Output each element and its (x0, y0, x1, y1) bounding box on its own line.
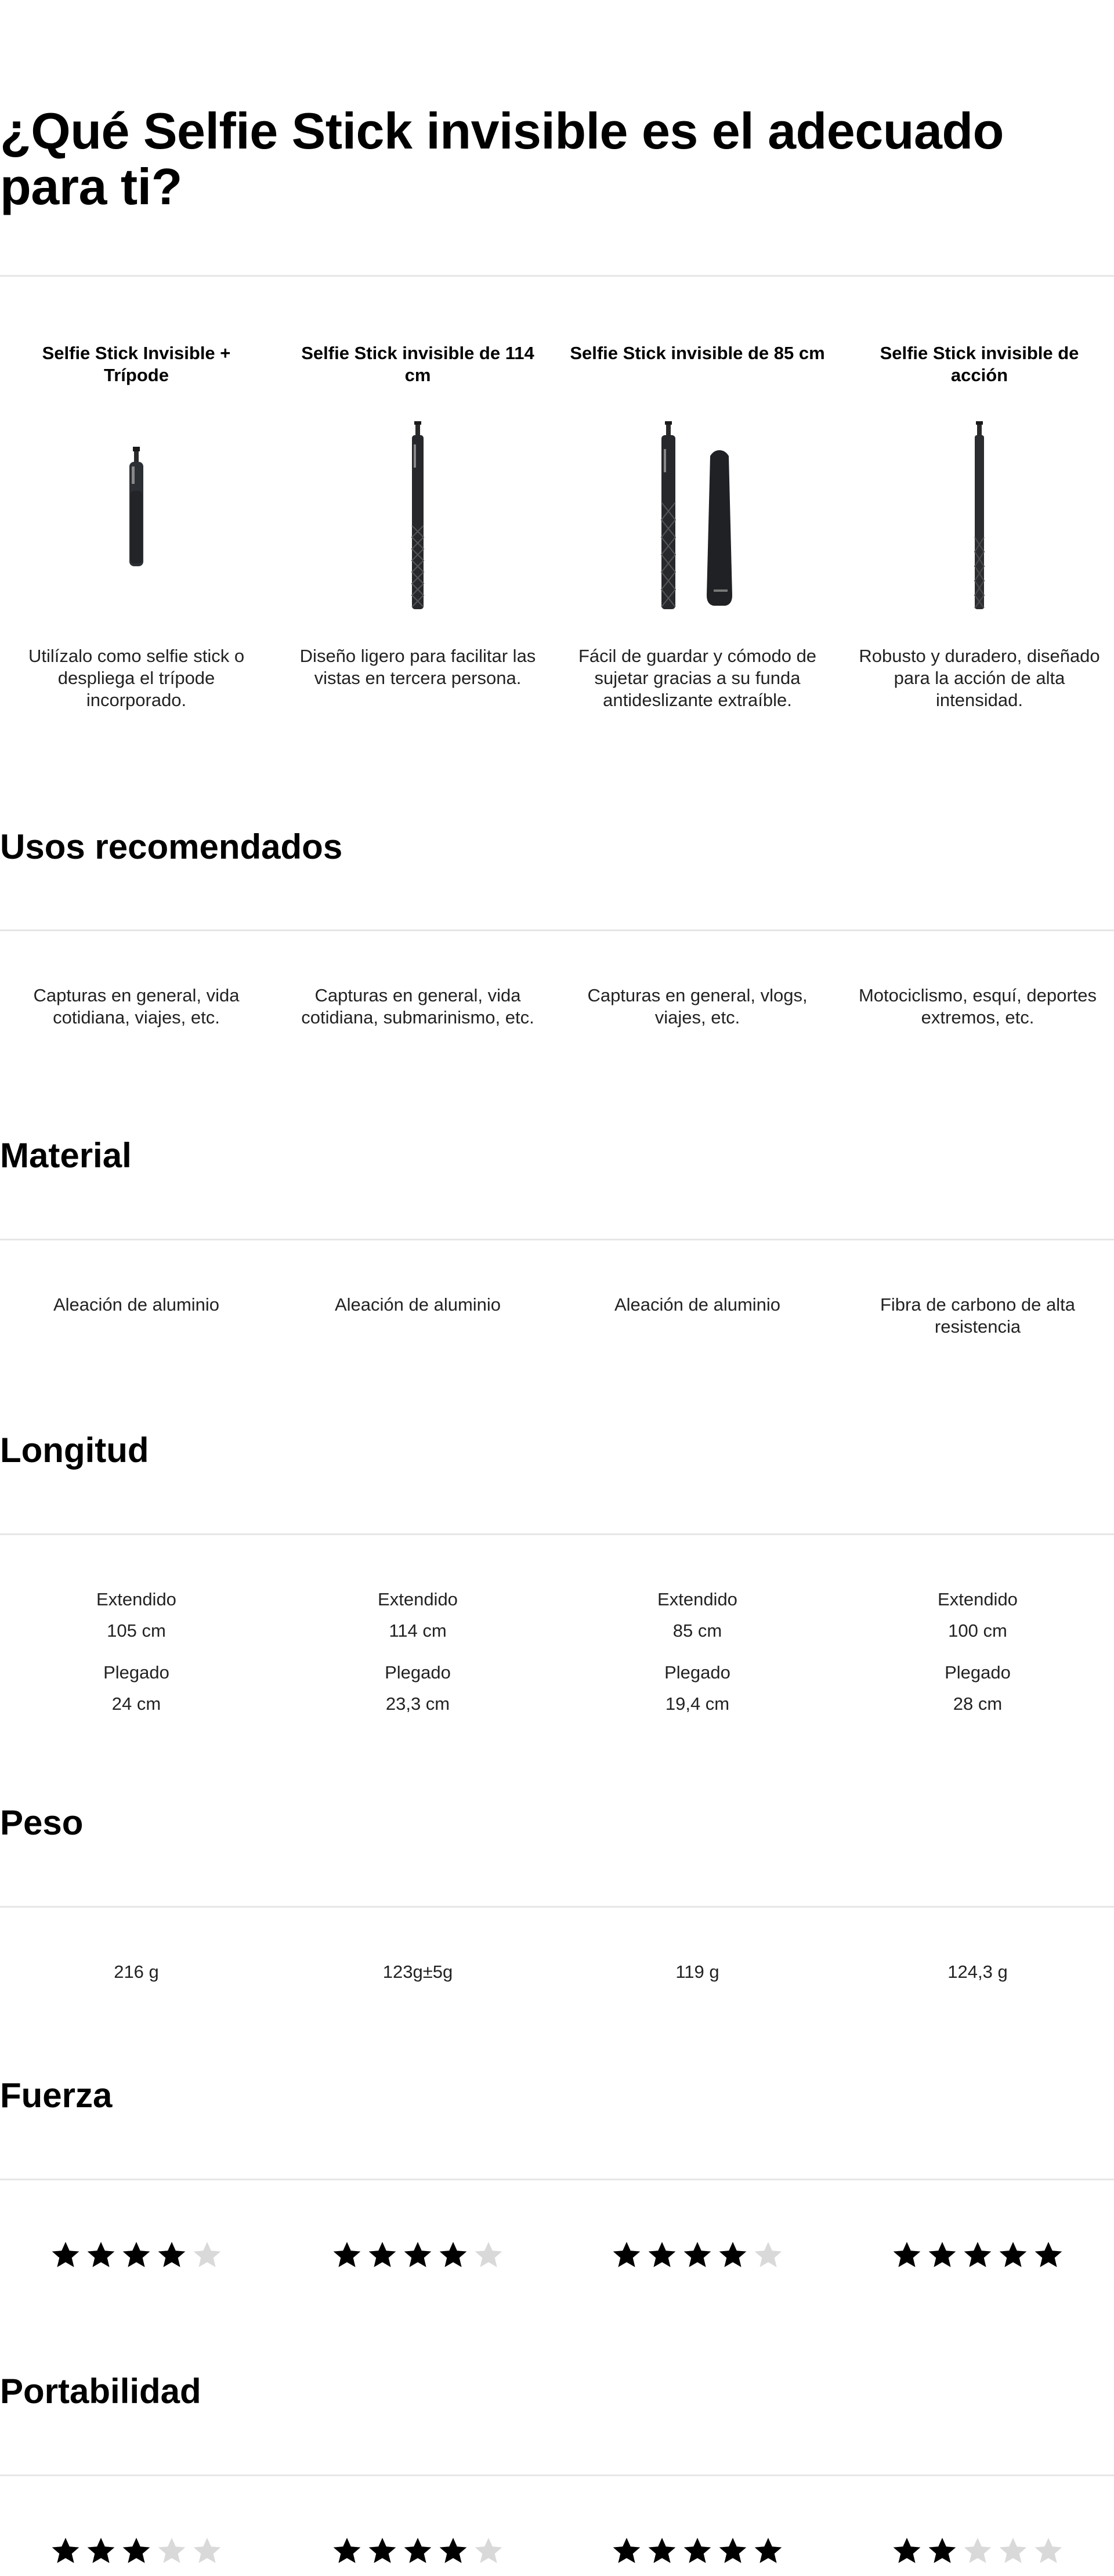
strength-rating (290, 2241, 545, 2275)
product-description: Diseño ligero para facilitar las vistas en tercera persona. (299, 646, 536, 688)
usos-cell: Capturas en general, vlogs, viajes, etc. (587, 985, 808, 1027)
folded-label: Plegado (385, 1662, 451, 1683)
section-divider (0, 1906, 1114, 1908)
strength-rating (570, 2241, 825, 2275)
extended-value: 114 cm (389, 1620, 447, 1641)
length-cell (9, 1589, 264, 1715)
section-divider (0, 1239, 1114, 1240)
tripod-stick-image (119, 421, 154, 613)
star-icon-empty (474, 2241, 503, 2270)
product-card[interactable] (9, 342, 264, 710)
section-title-peso: Peso (0, 1803, 84, 1842)
length-cell (850, 1589, 1105, 1715)
length-cell (570, 1589, 825, 1715)
star-icon-filled (683, 2241, 712, 2270)
usos-cell: Capturas en general, vida cotidiana, viajes, etc. (33, 985, 240, 1027)
star-icon-filled (612, 2241, 641, 2270)
section-title-fuerza: Fuerza (0, 2076, 113, 2115)
section-title-portabilidad: Portabilidad (0, 2372, 201, 2411)
star-icon-filled (403, 2537, 432, 2566)
material-cell: Aleación de aluminio (614, 1294, 781, 1315)
star-icon-filled (999, 2241, 1028, 2270)
portability-rating (850, 2537, 1105, 2571)
title-divider (0, 275, 1114, 277)
weight-cell: 216 g (114, 1962, 159, 1982)
weight-cell: 119 g (675, 1962, 719, 1982)
star-icon-filled (648, 2537, 677, 2566)
star-icon-empty (157, 2537, 186, 2566)
product-image[interactable] (9, 421, 264, 613)
material-cell: Aleación de aluminio (53, 1294, 220, 1315)
star-icon-empty (754, 2241, 783, 2270)
star-icon-filled (928, 2537, 957, 2566)
star-icon-filled (403, 2241, 432, 2270)
star-icon-filled (754, 2537, 783, 2566)
star-icon-filled (439, 2537, 468, 2566)
usos-cell: Motociclismo, esquí, deportes extremos, etc. (858, 985, 1097, 1027)
product-image[interactable] (290, 421, 545, 613)
product-name[interactable]: Selfie Stick Invisible + Trípode (42, 343, 231, 385)
product-card[interactable] (852, 342, 1107, 710)
star-icon-filled (612, 2537, 641, 2566)
extended-label: Extendido (938, 1589, 1018, 1609)
product-image[interactable] (852, 421, 1107, 613)
star-icon-empty (474, 2537, 503, 2566)
material-cell: Aleación de aluminio (334, 1294, 501, 1315)
length-cell (290, 1589, 545, 1715)
product-description: Fácil de guardar y cómodo de sujetar gracias a su funda antideslizante extraíble. (578, 646, 817, 710)
section-title-material: Material (0, 1136, 132, 1175)
product-grid (0, 342, 1114, 748)
star-icon-empty (1034, 2537, 1063, 2566)
extended-value: 105 cm (107, 1620, 166, 1641)
star-icon-filled (648, 2241, 677, 2270)
extended-value: 100 cm (948, 1620, 1007, 1641)
star-icon-filled (1034, 2241, 1063, 2270)
star-icon-filled (439, 2241, 468, 2270)
folded-value: 19,4 cm (665, 1694, 730, 1714)
star-icon-empty (963, 2537, 992, 2566)
star-icon-filled (51, 2241, 80, 2270)
weight-cell: 123g±5g (382, 1962, 453, 1982)
product-card[interactable] (290, 342, 545, 688)
section-divider (0, 929, 1114, 931)
folded-label: Plegado (664, 1662, 730, 1683)
product-card[interactable] (570, 342, 825, 710)
product-name[interactable]: Selfie Stick invisible de acción (880, 343, 1079, 385)
action-stick-image (962, 421, 997, 613)
star-icon-filled (963, 2241, 992, 2270)
star-icon-filled (718, 2537, 747, 2566)
portability-rating (290, 2537, 545, 2571)
folded-value: 24 cm (111, 1694, 161, 1714)
extended-value: 85 cm (672, 1620, 722, 1641)
star-icon-filled (718, 2241, 747, 2270)
section-divider (0, 1533, 1114, 1535)
star-icon-filled (332, 2537, 361, 2566)
strength-rating (9, 2241, 264, 2275)
star-icon-empty (193, 2537, 222, 2566)
star-icon-empty (193, 2241, 222, 2270)
folded-label: Plegado (103, 1662, 169, 1683)
star-icon-filled (368, 2537, 397, 2566)
product-image[interactable] (570, 421, 825, 613)
star-icon-filled (51, 2537, 80, 2566)
85cm-stick-image (651, 421, 744, 613)
product-description: Robusto y duradero, diseñado para la acción de alta intensidad. (859, 646, 1100, 710)
extended-label: Extendido (657, 1589, 737, 1609)
star-icon-filled (86, 2241, 115, 2270)
star-icon-filled (368, 2241, 397, 2270)
extended-label: Extendido (96, 1589, 176, 1609)
strength-rating (850, 2241, 1105, 2275)
star-icon-filled (892, 2241, 921, 2270)
section-divider (0, 2179, 1114, 2180)
folded-value: 28 cm (953, 1694, 1003, 1714)
material-cell: Fibra de carbono de alta resistencia (880, 1294, 1076, 1337)
star-icon-filled (122, 2241, 151, 2270)
section-title-longitud: Longitud (0, 1431, 149, 1470)
product-description: Utilízalo como selfie stick o despliega el trípode incorporado. (28, 646, 245, 710)
section-title-usos: Usos recomendados (0, 827, 343, 866)
star-icon-filled (928, 2241, 957, 2270)
usos-cell: Capturas en general, vida cotidiana, submarinismo, etc. (301, 985, 534, 1027)
extended-label: Extendido (378, 1589, 458, 1609)
star-icon-filled (86, 2537, 115, 2566)
product-name[interactable]: Selfie Stick invisible de 114 cm (301, 343, 534, 385)
folded-label: Plegado (945, 1662, 1011, 1683)
star-icon-filled (157, 2241, 186, 2270)
product-name[interactable]: Selfie Stick invisible de 85 cm (570, 343, 825, 363)
114cm-stick-image (400, 421, 435, 613)
page-title: ¿Qué Selfie Stick invisible es el adecuado para ti? (0, 102, 1004, 215)
star-icon-filled (892, 2537, 921, 2566)
star-icon-filled (122, 2537, 151, 2566)
weight-cell: 124,3 g (947, 1962, 1008, 1982)
folded-value: 23,3 cm (385, 1694, 450, 1714)
star-icon-filled (683, 2537, 712, 2566)
section-divider (0, 2474, 1114, 2476)
star-icon-empty (999, 2537, 1028, 2566)
portability-rating (570, 2537, 825, 2571)
star-icon-filled (332, 2241, 361, 2270)
portability-rating (9, 2537, 264, 2571)
